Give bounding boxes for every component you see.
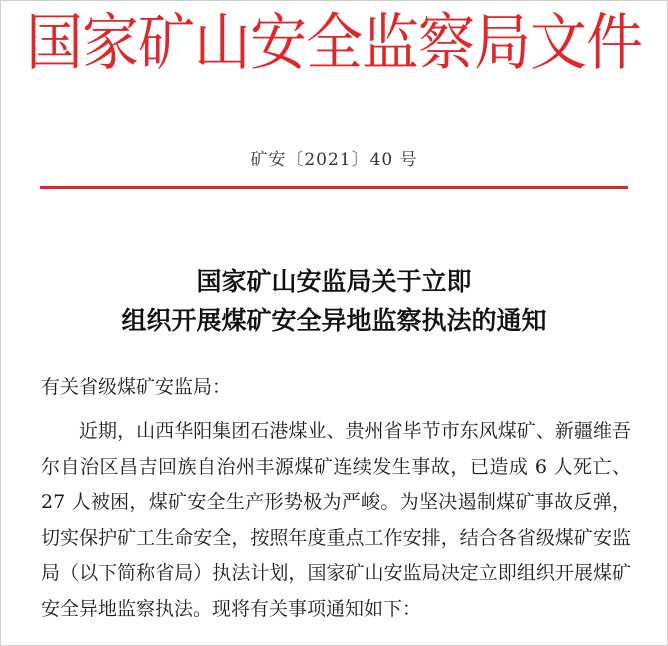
notice-title-line-1: 国家矿山安监局关于立即: [196, 267, 472, 296]
document-header-title: 国家矿山安全监察局文件: [26, 7, 642, 79]
notice-title-line-2: 组织开展煤矿安全异地监察执法的通知: [121, 306, 547, 335]
document-number: 矿安〔2021〕40 号: [250, 150, 418, 170]
header-divider-rule: [40, 186, 628, 189]
body-paragraph: 近期，山西华阳集团石港煤业、贵州省毕节市东风煤矿、新疆维吾尔自治区昌吉回族自治州丰源煤矿连续发生事故，已造成 6 人死亡、27 人被困，煤矿安全生产形势极为严峻。为坚决遏制煤矿事故反弹，切实保护矿工生命安全，按照年度重点工作安排，结合各省级煤矿安监局（以下简称省局）执法计划，国家矿山安监局决定立即组织开展煤矿安全异地监察执法。现将有关事项通知如下：: [41, 420, 631, 620]
addressee-line: 有关省级煤矿安监局：: [41, 376, 232, 398]
notice-title: [0, 262, 668, 340]
